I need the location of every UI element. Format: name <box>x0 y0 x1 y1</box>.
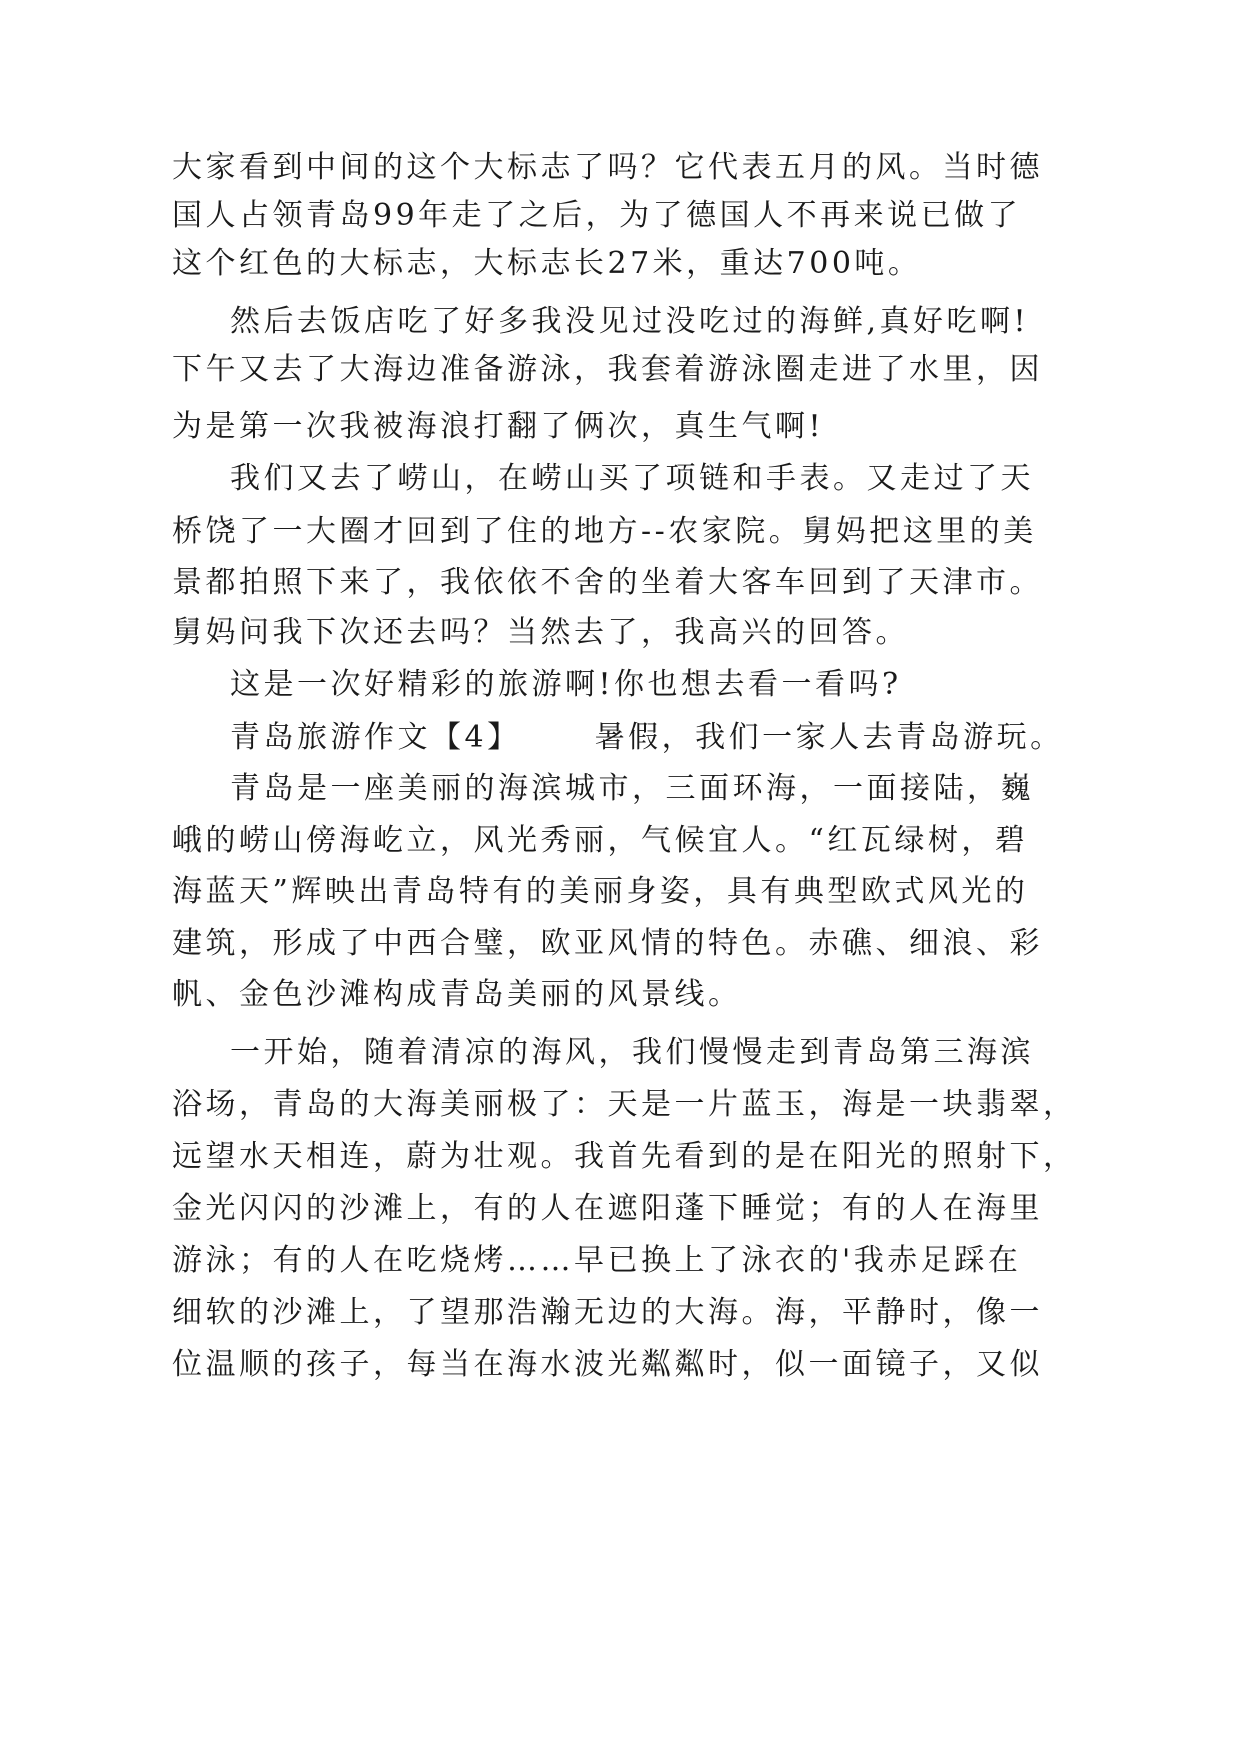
text-line: 这个红色的大标志，大标志长27米，重达700吨。 <box>172 246 922 281</box>
section-heading-line: 青岛旅游作文【4】 暑假，我们一家人去青岛游玩。 <box>0 714 1241 762</box>
text-line: 位温顺的孩子，每当在海水波光粼粼时，似一面镜子，又似 <box>172 1347 1043 1382</box>
text-line: 这是一次好精彩的旅游啊!你也想去看一看吗? <box>230 667 902 702</box>
section-heading: 青岛旅游作文【4】 <box>230 720 521 755</box>
text-line: 桥饶了一大圈才回到了住的地方--农家院。舅妈把这里的美 <box>172 514 1037 549</box>
text-line: 一开始，随着清凉的海风，我们慢慢走到青岛第三海滨 <box>230 1035 1034 1070</box>
text-line: 游泳；有的人在吃烧烤……早已换上了泳衣的'我赤足踩在 <box>172 1243 1022 1278</box>
text-line: 然后去饭店吃了好多我没见过没吃过的海鲜,真好吃啊! <box>230 304 1030 339</box>
text-line: 帆、金色沙滩构成青岛美丽的风景线。 <box>172 977 742 1012</box>
text-line: 大家看到中间的这个大标志了吗？它代表五月的风。当时德 <box>172 150 1043 185</box>
text-line: 为是第一次我被海浪打翻了俩次，真生气啊! <box>172 409 825 444</box>
text-line: 下午又去了大海边准备游泳，我套着游泳圈走进了水里，因 <box>172 352 1043 387</box>
text-line: 青岛是一座美丽的海滨城市，三面环海，一面接陆，巍 <box>230 771 1034 806</box>
text-line: 细软的沙滩上，了望那浩瀚无边的大海。海，平静时，像一 <box>172 1295 1043 1330</box>
text-line: 峨的崂山傍海屹立，风光秀丽，气候宜人。“红瓦绿树，碧 <box>172 823 1029 858</box>
text-line: 景都拍照下来了，我依依不舍的坐着大客车回到了天津市。 <box>172 565 1043 600</box>
text-line: 我们又去了崂山，在崂山买了项链和手表。又走过了天 <box>230 461 1034 496</box>
text-line: 海蓝天”辉映出青岛特有的美丽身姿，具有典型欧式风光的 <box>172 874 1029 909</box>
text-line: 远望水天相连，蔚为壮观。我首先看到的是在阳光的照射下， <box>172 1139 1077 1174</box>
text-line: 建筑，形成了中西合璧，欧亚风情的特色。赤礁、细浪、彩 <box>172 926 1043 961</box>
text-line: 舅妈问我下次还去吗？当然去了，我高兴的回答。 <box>172 615 909 650</box>
text-line: 浴场，青岛的大海美丽极了：天是一片蓝玉，海是一块翡翠， <box>172 1087 1077 1122</box>
text-line: 金光闪闪的沙滩上，有的人在遮阳蓬下睡觉；有的人在海里 <box>172 1191 1043 1226</box>
text-line: 国人占领青岛99年走了之后，为了德国人不再来说已做了 <box>172 198 1022 233</box>
